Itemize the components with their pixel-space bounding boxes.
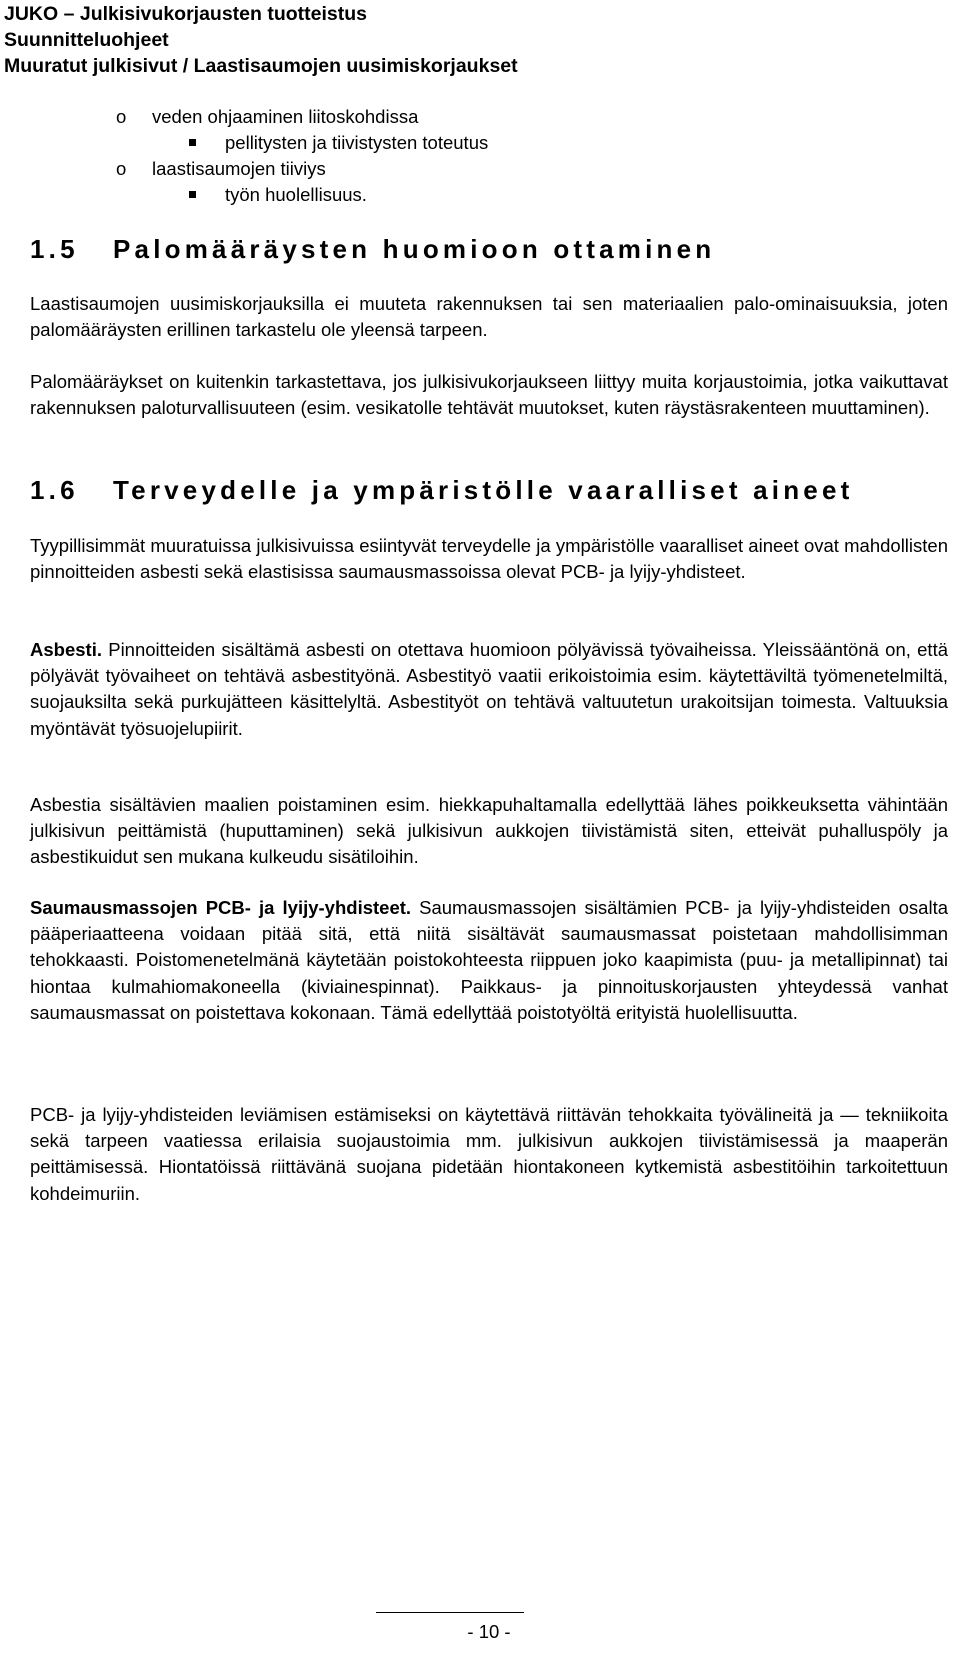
page-number: - 10 - [467,1621,511,1642]
page-footer [0,1620,960,1644]
footer-divider [376,1612,524,1613]
pcb-text: Saumausmassojen sisältämien PCB- ja lyijy-yhdisteiden osalta pääperiaatteena voidaan pitää sitä, että niitä sisältävät saumausmassat poistetaan mahdollisimman tehokkaasti. Poistomenetelmänä käytetään poistokohteesta riippuen joko kaapimista (puu- ja metallipinnat) tai hiontaa kulmahiomakoneella (kiviainespinnat). Paikkaus- ja pinnoituskorjausten yhteydessä vanhat saumausmassat on poistettava kokonaan. Tämä edellyttää poistotyöltä erityistä huolellisuutta. [30,897,949,1023]
section-heading-1-6: 1.6 Terveydelle ja ympäristölle vaaralliset aineet [30,475,854,505]
section-1-6-paragraph-5: PCB- ja lyijy-yhdisteiden leviämisen estämiseksi on käytettävä riittävän tehokkaita työvälineitä ja — tekniikoita sekä tarpeen vaatiessa erilaisia suojaustoimia mm. julkisivun aukkojen tiivistämisessä ja maaperän peittämisessä. Hiontatöissä riittävänä suojana pidetään hiontakoneen kytkemistä asbestitöihin tarkoitettuun kohdeimuriin. [30,1104,948,1204]
header-document-subject: Muuratut julkisivut / Laastisaumojen uusimiskorjaukset [4,55,518,77]
list-item [225,130,488,156]
asbestos-text: Pinnoitteiden sisältämä asbesti on otettava huomioon pölyävissä työvaiheissa. Yleissääntönä on, että pölyävät työvaiheet on tehtävä asbestityönä. Asbestityö vaatii erikoistoimia esim. käytettäviltä työmenetelmiltä, suojauksilta sekä purkujätteen käsittelyltä. Asbestityöt on tehtävä valtuutetun urakoitsijan toimesta. Valtuuksia myöntävät työsuojelupiirit. [30,639,948,739]
asbestos-run-in-heading: Asbesti. [30,639,102,660]
list-item-text: pellitysten ja tiivistysten toteutus [225,132,489,153]
square-bullet-icon [189,191,196,198]
section-1-6-paragraph-3: Asbestia sisältävien maalien poistaminen esim. hiekkapuhaltamalla edellyttää lähes poikkeuksetta vähintään julkisivun peittämistä (huputtaminen) sekä julkisivun aukkojen tiivistämistä siten, etteivät puhalluspöly ja asbestikuidut sen mukana kulkeudu sisätiloihin. [30,794,948,868]
square-bullet-icon [189,139,196,146]
section-heading-1-5: 1.5 Palomääräysten huomioon ottaminen [30,234,716,264]
list-item [225,182,367,208]
list-item-text: veden ohjaaminen liitoskohdissa [152,106,419,127]
section-1-5-paragraph-2: Palomääräykset on kuitenkin tarkastettava, jos julkisivukorjaukseen liittyy muita korjaustoimia, jotka vaikuttavat rakennuksen paloturvallisuuteen (esim. vesikatolle tehtävät muutokset, kuten räystäsrakenteen muuttaminen). [30,371,948,419]
section-1-6-paragraph-1: Tyypillisimmät muuratuissa julkisivuissa esiintyvät terveydelle ja ympäristölle vaaralliset aineet ovat mahdollisten pinnoitteiden asbesti sekä elastisissa saumausmassoissa olevat PCB- ja lyijy-yhdisteet. [30,535,948,583]
list-item-text: laastisaumojen tiiviys [152,158,326,179]
circle-bullet-icon: o [116,158,127,179]
section-1-6-paragraph-pcb [30,895,948,1026]
circle-bullet-icon: o [116,106,127,127]
header-document-type: Suunnitteluohjeet [4,29,169,51]
section-1-5-paragraph-1: Laastisaumojen uusimiskorjauksilla ei muuteta rakennuksen tai sen materiaalien palo-ominaisuuksia, joten palomääräysten erillinen tarkastelu ole yleensä tarpeen. [30,293,948,341]
pcb-run-in-heading: Saumausmassojen PCB- ja lyijy-yhdisteet. [30,897,412,918]
header-project-title: JUKO – Julkisivukorjausten tuotteistus [4,3,368,25]
list-item-text: työn huolellisuus. [225,184,367,205]
list-item [116,104,419,130]
list-item [116,156,326,182]
section-1-6-paragraph-asbestos [30,637,948,742]
document-header [4,1,518,79]
